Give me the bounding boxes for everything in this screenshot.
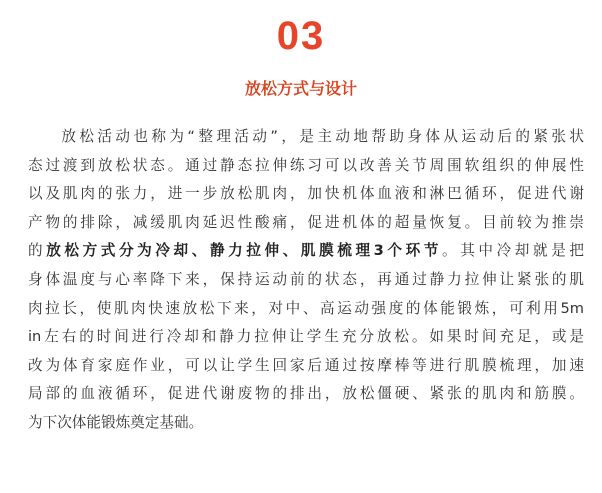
paragraph-line: 身体温度与心率降下来，保持运动前的状态，再通过静力拉伸让紧张的肌 — [28, 270, 584, 288]
section-title: 放松方式与设计 — [244, 79, 357, 98]
paragraph-line: 态过渡到放松状态。通过静态拉伸练习可以改善关节周围软组织的伸展性 — [28, 156, 584, 174]
paragraph-line: 肉拉长，使肌肉快速放松下来，对中、高运动强度的体能锻炼，可利用5m — [28, 299, 584, 317]
section-number: 03 — [276, 14, 326, 58]
paragraph-line: 以及肌肉的张力，进一步放松肌肉，加快机体血液和淋巴循环，促进代谢 — [28, 185, 584, 203]
paragraph-line: in左右的时间进行冷却和静力拉伸让学生充分放松。如果时间充足，或是 — [28, 328, 584, 346]
body-paragraph — [28, 123, 584, 438]
paragraph-line — [28, 237, 584, 266]
paragraph-line-text: 。其中冷却就是把 — [442, 242, 584, 260]
paragraph-line-text: 的 — [28, 242, 47, 260]
paragraph-line: 为下次体能锻炼奠定基础。 — [28, 413, 204, 431]
paragraph-line: 局部的血液循环，促进代谢废物的排出，放松僵硬、紧张的肌肉和筋膜。 — [28, 385, 584, 403]
paragraph-line — [28, 123, 584, 152]
emphasized-text: 放松方式分为冷却、静力拉伸、肌膜梳理3个环节 — [46, 242, 443, 260]
paragraph-line: 改为体育家庭作业，可以让学生回家后通过按摩棒等进行肌膜梳理，加速 — [28, 356, 584, 374]
paragraph-line-text: 放松活动也称为“整理活动”，是主动地帮助身体从运动后的紧张状 — [58, 128, 584, 145]
paragraph-line: 产物的排除，减缓肌肉延迟性酸痛，促进机体的超量恢复。目前较为推崇 — [28, 213, 584, 231]
